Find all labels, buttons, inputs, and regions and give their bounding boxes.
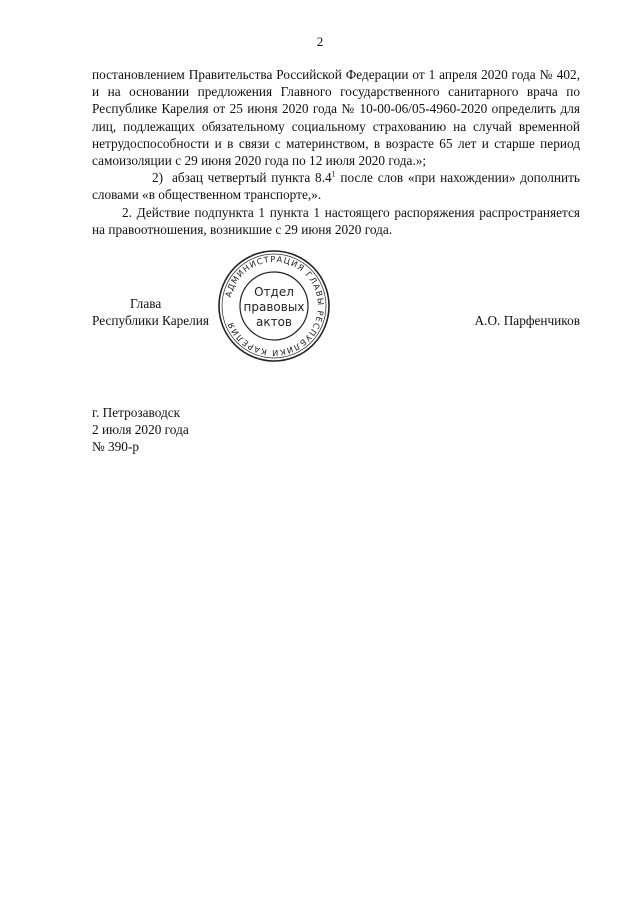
paragraph-1: постановлением Правительства Российской Федерации от 1 апреля 2020 года № 402, и на основании предложения Главного государственного санитарного врача по Республике Карелия от 25 июня 2020 года № 10-00-06/05-4960-2020 определить для лиц, подлежащих обязательному социальному страхованию на случай временной нетрудоспособности и в связи с материнством, в возрасте 65 лет и старше период самоизоляции с 29 июня 2020 года по 12 июля 2020 года.»; — [92, 67, 580, 169]
place-date-number — [92, 404, 189, 456]
signature-title — [92, 295, 209, 329]
stamp-line-3: актов — [255, 315, 293, 329]
paragraph-2 — [92, 169, 580, 203]
stamp-line-2: правовых — [243, 300, 305, 314]
document-body — [92, 66, 580, 238]
list-number: 2) — [152, 170, 164, 186]
signature-title-line-1: Глава — [130, 296, 162, 311]
stamp-ring-text: АДМИНИСТРАЦИЯ ГЛАВЫ РЕСПУБЛИКИ КАРЕЛИЯ — [222, 253, 327, 359]
city: г. Петрозаводск — [92, 405, 181, 420]
paragraph-2-text-a: абзац четвертый пункта 8.4 — [172, 170, 332, 186]
paragraph-2-text-b: после слов «при нахождении» дополнить словами «в общественном транспорте,». — [92, 170, 580, 203]
signature-title-line-2: Республики Карелия — [92, 313, 210, 329]
official-stamp — [214, 246, 334, 366]
page-number: 2 — [316, 34, 324, 49]
paragraph-3: 2. Действие подпункта 1 пункта 1 настоящего распоряжения распространяется на правоотношения, возникшие с 29 июня 2020 года. — [92, 204, 580, 237]
document-number: № 390-р — [92, 439, 140, 455]
document-date: 2 июля 2020 года — [92, 422, 189, 438]
signature-name: А.О. Парфенчиков — [474, 313, 580, 328]
superscript: 1 — [331, 169, 336, 179]
stamp-line-1: Отдел — [254, 285, 294, 299]
